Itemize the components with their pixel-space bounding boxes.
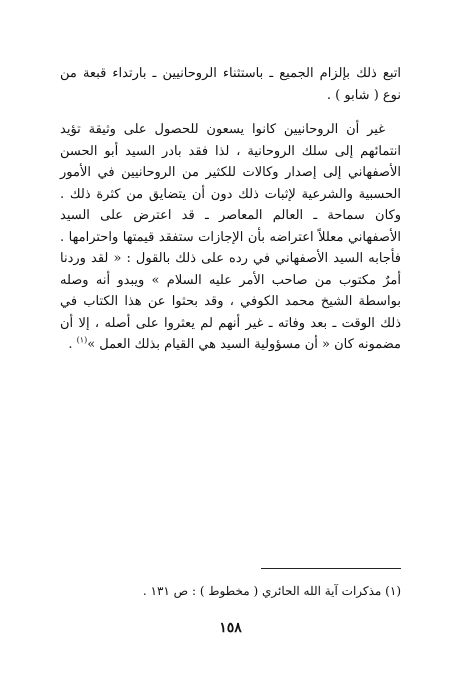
footnote: (١) مذكرات آية الله الحائري ( مخطوط ) : ص ١٣١ . (142, 584, 401, 598)
paragraph-2-end: . (68, 337, 77, 352)
main-text (60, 63, 401, 356)
paragraph-2 (60, 119, 401, 356)
paragraph-2-text: غير أن الروحانيين كانوا يسعون للحصول على وثيقة تؤيد انتمائهم إلى سلك الروحانية ، لذا فقد بادر السيد أبو الحسن الأصفهاني إلى إصدار وكالات للكثير من الروحانيين في الأمور الحسبية والشرعية لإثبات ذلك دون أن يتضايق من كثرة ذلك . وكان سماحة ـ العالم المعاصر ـ قد اعترض على السيد الأصفهاني معللاً اعتراضه بأن الإجازات ستفقد قيمتها واحترامها . فأجابه السيد الأصفهاني في رده على ذلك بالقول : « لقد وردنا أمرٌ مكتوب من صاحب الأمر عليه السلام » ويبدو أنه وصله بواسطة الشيخ محمد الكوفي ، وقد بحثوا عن هذا الكتاب في ذلك الوقت ـ بعد وفاته ـ غير أنهم لم يعثروا على أصله ، إلا أن مضمونه كان « أن مسؤولية السيد هي القيام بذلك العمل » (60, 122, 401, 352)
page-number: ١٥٨ (219, 620, 242, 636)
footnote-reference: (١) (76, 335, 88, 345)
footnote-divider (261, 568, 401, 569)
paragraph-1: اتبع ذلك بإلزام الجميع ـ باستثناء الروحانيين ـ بارتداء قبعة من نوع ( شابو ) . (60, 66, 401, 103)
